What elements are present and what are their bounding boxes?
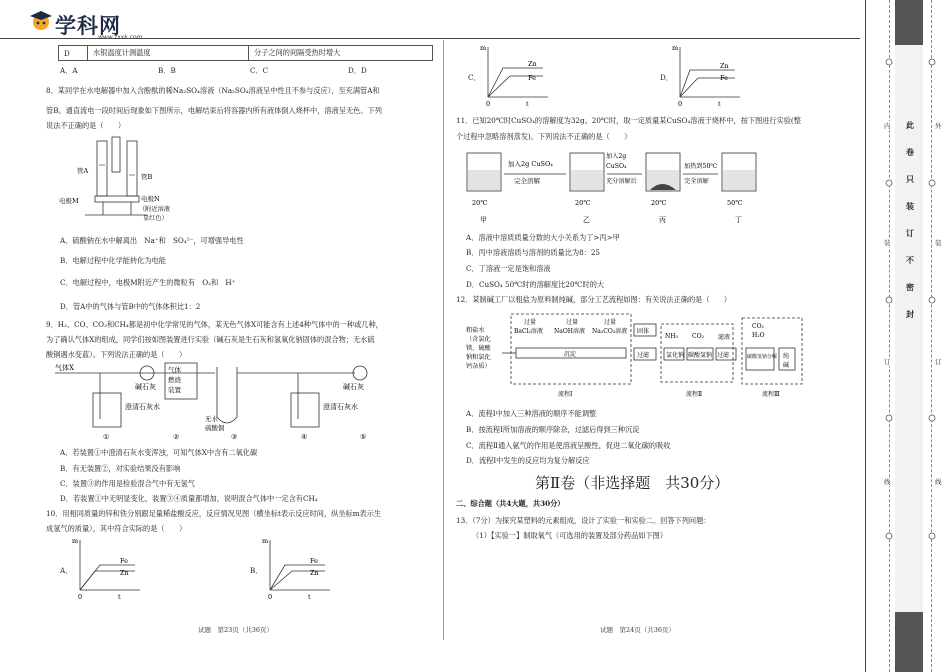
electrolysis-figure: [55, 135, 185, 230]
inner-xian: 线: [884, 478, 891, 486]
q7-option-a: A．A: [60, 66, 78, 75]
graph-a-m: m: [72, 537, 79, 545]
fig-burn-2: 燃烧: [168, 376, 181, 384]
temp-3: 20℃: [651, 199, 667, 207]
q10-option-a: A．: [60, 566, 73, 575]
column-divider: [443, 40, 444, 640]
raw-3: 镁、硫酸: [466, 345, 491, 352]
notice-char: 封: [906, 309, 914, 319]
q9-option-a: A．若装置①中澄清石灰水变浑浊，可知气体X中含有二氧化碳: [60, 448, 258, 457]
footer-left: 试题 第23页（共36页）: [198, 626, 274, 634]
q10-option-b: B．: [250, 566, 263, 575]
fig-cuso4-1: 无水: [205, 415, 218, 423]
soda-1: 纯: [783, 353, 790, 360]
part2-title: 第Ⅱ卷（非选择题 共30分）: [535, 474, 730, 492]
ex3-b: Na₂CO₃溶液: [592, 328, 628, 335]
notice-char: 此: [906, 120, 914, 130]
q10-line1: 10．用相同质量的锌和铁分别跟足量稀盐酸反应，反应情况见图（横坐标t表示反应时间，纵坐标m表示生: [46, 509, 382, 518]
q8-line2: 管B。通直流电一段时间后现象如下图所示，电解结束后将容器内所有液体倒入烧杯中，溶液呈无色。下列: [46, 106, 382, 115]
q10-option-d: D．: [660, 73, 673, 82]
q12-option-d: D．流程Ⅰ中发生的反应均为复分解反应: [466, 456, 590, 465]
fig-water2: 澄清石灰水: [323, 403, 358, 411]
step2-a: 加入2g: [606, 153, 627, 160]
notice-char: 装: [906, 201, 914, 211]
graph-d-fe: Fe: [720, 74, 729, 82]
graph-b: [260, 535, 335, 600]
ex1-b: BaCl₂溶液: [514, 328, 543, 335]
fig-lime1: 碱石灰: [135, 383, 156, 391]
outer-xian: 线: [935, 478, 942, 486]
graph-d: [670, 42, 745, 107]
q11-option-a: A．溶液中溶质质量分数的大小关系为丁>丙>甲: [466, 233, 620, 242]
step1-b: 完全溶解: [514, 177, 540, 185]
fig-gas-x: 气体X: [55, 364, 74, 372]
q11-option-d: D．CuSO₄ 50℃时的溶解度比20℃时的大: [466, 280, 605, 289]
co2: CO₂: [692, 333, 704, 340]
q8-line3: 说法不正确的是（ ）: [46, 121, 126, 130]
fig-n-note2: 显红色）: [143, 215, 168, 222]
nh3: NH₃: [665, 333, 678, 340]
ex2-b: NaOH溶液: [554, 328, 585, 335]
ex1-a: 过量: [524, 319, 537, 326]
filter2: 过滤: [717, 352, 730, 359]
graph-a-t: t: [118, 593, 121, 600]
graph-b-m: m: [262, 537, 269, 545]
gas-apparatus-figure: [55, 357, 385, 442]
graph-b-t: t: [308, 593, 311, 600]
label-bing: 丙: [659, 216, 666, 224]
step2-b: CuSO₄: [606, 163, 627, 170]
inner-zhuang: 装: [884, 239, 891, 247]
label-jia: 甲: [480, 216, 487, 224]
notice-char: 密: [906, 282, 914, 292]
fig-cuso4-2: 硫酸铜: [205, 424, 225, 432]
fig-lime2: 碱石灰: [343, 383, 364, 391]
label-ding: 丁: [735, 216, 742, 224]
flow-2: 流程Ⅱ: [686, 391, 703, 398]
step2-c: 充分溶解后: [606, 178, 637, 185]
fig-n4: ④: [301, 433, 308, 441]
q11-option-b: B．丙中溶液溶质与溶剂的质量比为8：25: [466, 248, 601, 257]
binding-holes: [884, 0, 944, 672]
h2o: H₂O: [752, 332, 765, 339]
graph-b-zn: Zn: [310, 569, 319, 577]
outer-label: 外: [935, 122, 942, 130]
flow-3: 流程Ⅲ: [762, 391, 780, 398]
beaker-process-figure: [462, 148, 762, 226]
graph-c: [478, 42, 553, 107]
graph-d-m: m: [672, 44, 679, 52]
fig-electrode-m: 电极M: [59, 197, 79, 205]
temp-1: 20℃: [472, 199, 488, 207]
step3-b: 完全溶解: [684, 178, 709, 185]
ex2-a: 过量: [566, 319, 579, 326]
flow-1: 流程Ⅰ: [558, 391, 573, 398]
logo-cap-icon: [28, 8, 54, 32]
graph-d-zn: Zn: [720, 62, 729, 70]
fig-tube-a: 管A: [77, 167, 89, 175]
graph-c-fe: Fe: [528, 74, 537, 82]
fig-burn-3: 装置: [168, 386, 181, 394]
graph-c-t: t: [526, 100, 529, 107]
graph-a-zn: Zn: [120, 569, 129, 577]
q7-option-c: C．C: [250, 66, 269, 75]
q9-line1: 9．H₂、CO、CO₂和CH₄都是初中化学常见的气体，某无色气体X可能含有上述4种气体中的一种或几种，: [46, 320, 383, 329]
table-letter: D: [59, 46, 88, 61]
q7-option-d: D．D: [348, 66, 367, 75]
q8-option-a: A．硫酸钠在水中解离出 Na⁺和 SO₄²⁻，可增强导电性: [60, 236, 244, 245]
fig-n3: ③: [231, 433, 238, 441]
header-divider: [0, 38, 860, 39]
graph-c-zn: Zn: [528, 60, 537, 68]
nacl: 氯化钠: [666, 352, 685, 359]
logo-text: 学科网: [55, 14, 121, 38]
fig-tube-b: 管B: [141, 173, 153, 181]
q10-option-c: C．: [468, 73, 481, 82]
q12-option-b: B．按流程Ⅰ所加溶液的顺序除杂，过滤后得到三种沉淀: [466, 425, 640, 434]
fig-n5: ⑤: [360, 433, 367, 441]
notice-char: 订: [906, 228, 914, 238]
graph-d-zero: 0: [678, 100, 683, 107]
co2-b: CO₂: [752, 323, 764, 330]
q12-option-c: C．流程Ⅱ通入氨气的作用是使溶液呈酸性，促进二氧化碳的吸收: [466, 441, 671, 450]
q12-option-a: A．流程Ⅰ中加入三种溶液的顺序不能调整: [466, 409, 597, 418]
q10-line2: 成氢气的质量），其中符合实际的是（ ）: [46, 524, 187, 533]
q9-line2: 为了确认气体X的组成，同学们按如图装置进行实验（碱石灰是生石灰和氢氧化钠固体的混合物；无水硫: [46, 335, 375, 344]
precip: 沉淀: [564, 351, 577, 358]
outer-ding: 订: [935, 358, 942, 366]
q13-line1: 13．（7分）为探究某塑料的元素组成，设计了实验一和实验二。回答下列问题：: [456, 516, 711, 525]
temp-2: 20℃: [575, 199, 591, 207]
section2-title: 二、综合题（共4大题，共30分）: [456, 499, 565, 508]
filtrate: 滤液: [718, 334, 731, 341]
inner-ding: 订: [884, 358, 891, 366]
graph-a-fe: Fe: [120, 557, 129, 565]
fig-n2: ②: [173, 433, 180, 441]
q13-line2: （1）【实验一】制取氧气（可选用的装置及部分药品如下图）: [472, 531, 668, 540]
logo: [28, 8, 54, 36]
fig-water1: 澄清石灰水: [125, 403, 160, 411]
q11-option-c: C．丁溶液一定是饱和溶液: [466, 264, 551, 273]
q9-line3: 酸铜遇水变蓝）。下列说法正确的是（ ）: [46, 350, 187, 359]
filter1: 过滤: [637, 352, 650, 359]
graph-a: [70, 535, 145, 600]
graph-c-m: m: [480, 44, 487, 52]
solid: 固体: [637, 328, 650, 335]
graph-b-fe: Fe: [310, 557, 319, 565]
q9-option-b: B．有无装置②，对实验结果没有影响: [60, 464, 181, 473]
label-yi: 乙: [583, 216, 590, 224]
fig-electrode-n: 电极N: [141, 195, 160, 203]
table-col1: 水银温度计测温度: [88, 46, 249, 61]
graph-b-zero: 0: [268, 593, 273, 600]
fig-n1: ①: [103, 433, 110, 441]
q9-option-c: C．装置③的作用是检验混合气中有无氢气: [60, 479, 195, 488]
step3-a: 加热到50℃: [684, 163, 718, 170]
binding-border: [865, 0, 866, 672]
q8-line1: 8．某同学在水电解器中加入含酚酞的稀Na₂SO₄溶液（Na₂SO₄溶液呈中性且不参与反应），至充满管A和: [46, 86, 380, 95]
q8-option-d: D．管A中的气体与管B中的气体体积比1：2: [60, 302, 201, 311]
fig-burn-1: 气体: [168, 366, 181, 374]
step1-a: 加入2g CuSO₄: [508, 160, 553, 168]
graph-c-zero: 0: [486, 100, 491, 107]
q11-line1: 11．已知20℃时CuSO₄的溶解度为32g。20℃时，取一定质量某CuSO₄溶液于烧杯中，按下图进行实验(整: [456, 116, 801, 125]
q8-option-b: B．电解过程中化学能转化为电能: [60, 256, 166, 265]
soda-process-figure: [466, 310, 826, 400]
table-col2: 分子之间的间隔受热时增大: [249, 46, 433, 61]
raw-1: 粗盐水: [466, 327, 485, 334]
q8-option-c: C．电解过程中，电极M附近产生的微粒有 O₂和 H⁺: [60, 278, 236, 287]
soda-2: 碱: [783, 362, 790, 369]
notice-char: 不: [906, 255, 914, 265]
hco3: 碳酸氢钠: [688, 352, 713, 359]
q7-option-b: B．B: [158, 66, 176, 75]
option-table: [58, 45, 433, 61]
decomp: 碳酸氢钠分解: [747, 354, 778, 360]
graph-d-t: t: [718, 100, 721, 107]
notice-char: 只: [906, 174, 914, 184]
q12-line1: 12．某制碱工厂以粗盐为原料制纯碱，部分工艺流程如图：有关说法正确的是（ ）: [456, 295, 732, 304]
footer-right: 试题 第24页（共36页）: [600, 626, 676, 634]
raw-5: 钙杂质）: [466, 363, 491, 370]
q11-line2: 个过程中忽略溶剂蒸发)。下列说法不正确的是（ ）: [456, 132, 632, 141]
fig-n-note1: （附近溶液: [139, 206, 170, 213]
raw-4: 钠和氯化: [466, 354, 491, 361]
raw-2: （含氯化: [466, 336, 491, 343]
ex3-a: 过量: [604, 319, 617, 326]
inner-label: 内: [884, 122, 891, 130]
outer-zhuang: 装: [935, 239, 942, 247]
graph-a-zero: 0: [78, 593, 83, 600]
temp-4: 50℃: [727, 199, 743, 207]
q9-option-d: D．若装置①中无明显变化，装置③④质量都增加，说明混合气体中一定含有CH₄: [60, 494, 318, 503]
notice-char: 卷: [906, 147, 914, 157]
